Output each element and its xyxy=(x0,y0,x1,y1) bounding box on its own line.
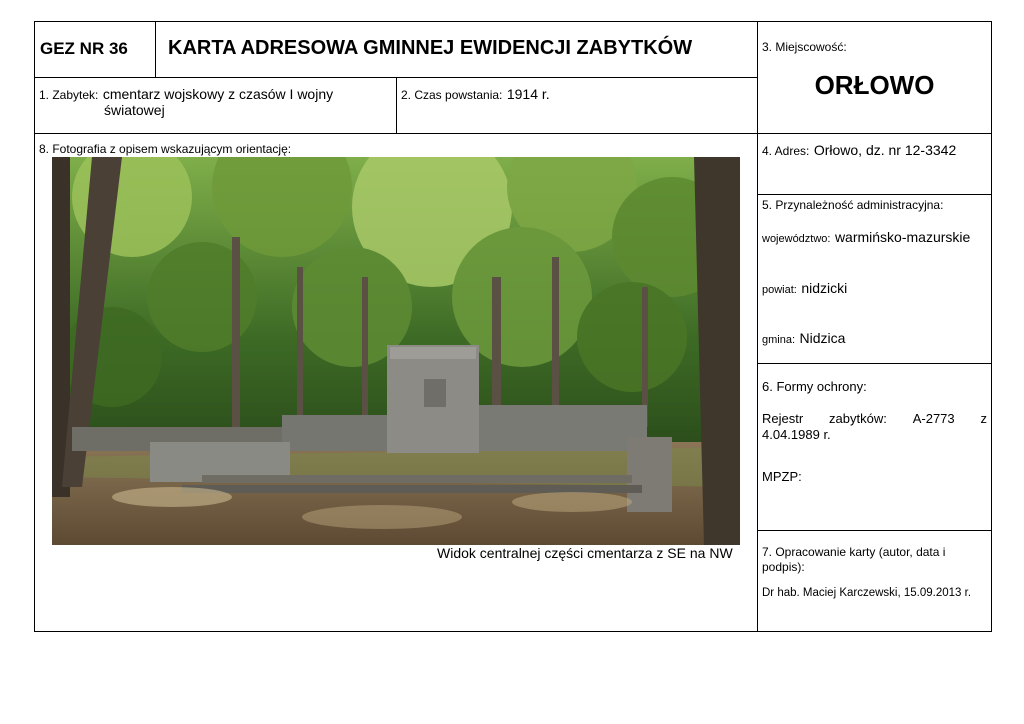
voivodeship-value: warmińsko-mazurskie xyxy=(834,229,971,245)
register-line xyxy=(762,411,987,426)
field-author-label: 7. Opracowanie karty (autor, data i xyxy=(762,545,946,559)
field-date xyxy=(401,86,550,104)
divider xyxy=(757,363,992,364)
divider xyxy=(34,133,992,134)
field-admin-label: 5. Przynależność administracyjna: xyxy=(762,198,944,212)
divider xyxy=(396,77,397,134)
divider xyxy=(757,194,992,195)
field-voivodeship xyxy=(762,229,970,247)
register-number: A-2773 xyxy=(912,411,955,426)
divider xyxy=(757,530,992,531)
card-number: GEZ NR 36 xyxy=(40,39,128,58)
county-label: powiat: xyxy=(762,284,797,296)
voivodeship-label: województwo: xyxy=(762,233,831,245)
mpzp-label: MPZP: xyxy=(762,469,802,484)
field-author-value: Dr hab. Maciej Karczewski, 15.09.2013 r. xyxy=(762,587,972,599)
field-monument-label: 1. Zabytek: xyxy=(39,88,99,102)
field-protection-label: 6. Formy ochrony: xyxy=(762,379,867,394)
page-title: KARTA ADRESOWA GMINNEJ EWIDENCJI ZABYTKÓW xyxy=(168,37,693,59)
photo-caption: Widok centralnej części cmentarza z SE na NW xyxy=(437,545,733,561)
county-value: nidzicki xyxy=(801,280,848,296)
register-word-2: zabytków: xyxy=(829,411,887,426)
register-word-1: Rejestr xyxy=(762,411,804,426)
field-commune xyxy=(762,330,845,348)
field-author-label-cont: podpis): xyxy=(762,560,805,574)
field-county xyxy=(762,280,847,298)
field-address-label: 4. Adres: xyxy=(762,144,810,158)
divider xyxy=(757,21,758,632)
field-address xyxy=(762,142,956,160)
field-date-label: 2. Czas powstania: xyxy=(401,88,503,102)
register-date: 4.04.1989 r. xyxy=(762,427,831,442)
field-monument-value-cont: światowej xyxy=(104,102,165,118)
field-photo-label: 8. Fotografia z opisem wskazującym orientację: xyxy=(39,142,292,156)
commune-value: Nidzica xyxy=(799,330,846,346)
field-locality-label: 3. Miejscowość: xyxy=(762,40,847,54)
cemetery-photo xyxy=(52,157,740,545)
field-monument-value: cmentarz wojskowy z czasów I wojny xyxy=(102,86,334,102)
divider xyxy=(155,21,156,78)
register-word-4: z xyxy=(980,411,987,426)
commune-label: gmina: xyxy=(762,334,796,346)
field-date-value: 1914 r. xyxy=(506,86,550,102)
field-locality-value: ORŁOWO xyxy=(814,70,935,100)
field-monument xyxy=(39,86,333,104)
field-address-value: Orłowo, dz. nr 12-3342 xyxy=(813,142,957,158)
